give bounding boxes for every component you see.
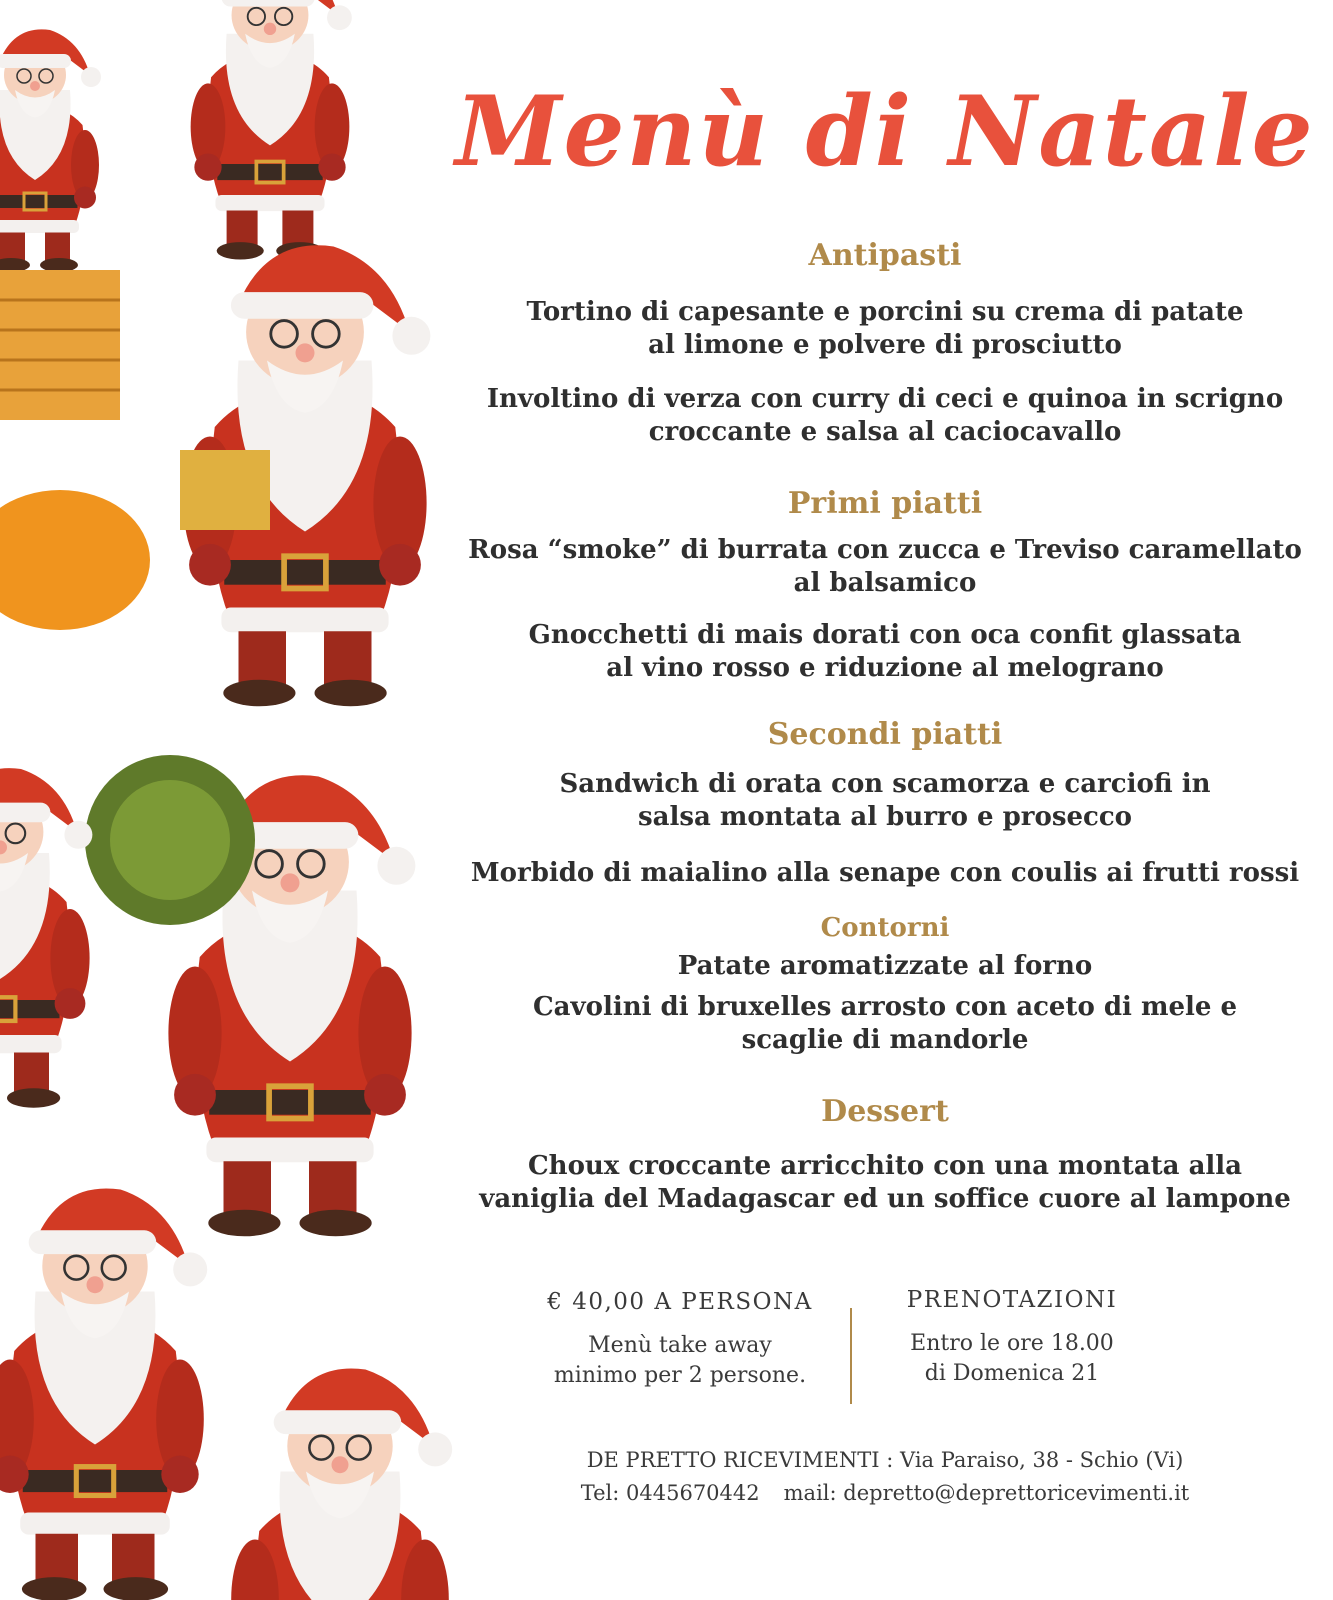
- dish-line: Sandwich di orata con scamorza e carciofi in: [559, 769, 1211, 799]
- dish-antipasti-1: [465, 296, 1305, 362]
- dish-dessert-1: [465, 1150, 1305, 1216]
- dish-contorni-2: [465, 991, 1305, 1057]
- price-note: [515, 1331, 845, 1391]
- price-note-line: Menù take away: [588, 1333, 772, 1358]
- price-heading: € 40,00 A PERSONA: [547, 1289, 813, 1315]
- menu-title: Menù di Natale: [455, 75, 1315, 188]
- dish-line: Cavolini di bruxelles arrosto con aceto di mele e: [532, 992, 1238, 1022]
- dish-line: salsa montata al burro e prosecco: [637, 802, 1133, 832]
- dish-primi-2: [465, 619, 1305, 685]
- dish-line: scaglie di mandorle: [741, 1025, 1029, 1055]
- dish-secondi-2: [465, 857, 1305, 890]
- section-title-antipasti: Antipasti: [808, 238, 962, 273]
- santa-pattern-image: [0, 0, 470, 1600]
- dish-contorni-1: [465, 950, 1305, 983]
- dish-line: vaniglia del Madagascar ed un soffice cuore al lampone: [479, 1184, 1291, 1214]
- dish-line: al limone e polvere di prosciutto: [648, 330, 1122, 360]
- email-address[interactable]: mail: depretto@deprettoricevimenti.it: [783, 1481, 1190, 1505]
- booking-block: [847, 1285, 1177, 1389]
- price-block: [515, 1287, 845, 1391]
- booking-note-line: di Domenica 21: [924, 1361, 1100, 1386]
- menu: [455, 0, 1315, 1600]
- dish-line: Morbido di maialino alla senape con coulis ai frutti rossi: [470, 858, 1300, 888]
- dish-primi-1: [465, 534, 1305, 600]
- section-title-primi: Primi piatti: [787, 486, 983, 521]
- booking-heading: PRENOTAZIONI: [906, 1287, 1118, 1313]
- booking-note-line: Entro le ore 18.00: [910, 1331, 1114, 1356]
- dish-line: croccante e salsa al caciocavallo: [648, 417, 1122, 447]
- booking-note: [847, 1329, 1177, 1389]
- dish-line: Rosa “smoke” di burrata con zucca e Treviso caramellato: [468, 535, 1302, 565]
- dish-line: Patate aromatizzate al forno: [677, 951, 1093, 981]
- santa-illustrations: [0, 0, 470, 1600]
- dish-secondi-1: [465, 768, 1305, 834]
- dish-line: al vino rosso e riduzione al melograno: [606, 653, 1164, 683]
- address-line: DE PRETTO RICEVIMENTI : Via Paraiso, 38 - Schio (Vi): [586, 1448, 1184, 1472]
- price-note-line: minimo per 2 persone.: [553, 1363, 807, 1388]
- dish-line: Choux croccante arricchito con una montata alla: [527, 1151, 1243, 1181]
- dish-line: al balsamico: [793, 568, 977, 598]
- section-title-secondi: Secondi piatti: [767, 717, 1003, 752]
- section-title-dessert: Dessert: [821, 1094, 949, 1129]
- dish-antipasti-2: [465, 383, 1305, 449]
- section-title-contorni: Contorni: [820, 913, 950, 943]
- dish-line: Gnocchetti di mais dorati con oca confit glassata: [528, 620, 1242, 650]
- dish-line: Tortino di capesante e porcini su crema di patate: [526, 297, 1244, 327]
- phone-number[interactable]: Tel: 0445670442: [580, 1481, 760, 1505]
- contact-line: [455, 1477, 1315, 1510]
- dish-line: Involtino di verza con curry di ceci e quinoa in scrigno: [486, 384, 1284, 414]
